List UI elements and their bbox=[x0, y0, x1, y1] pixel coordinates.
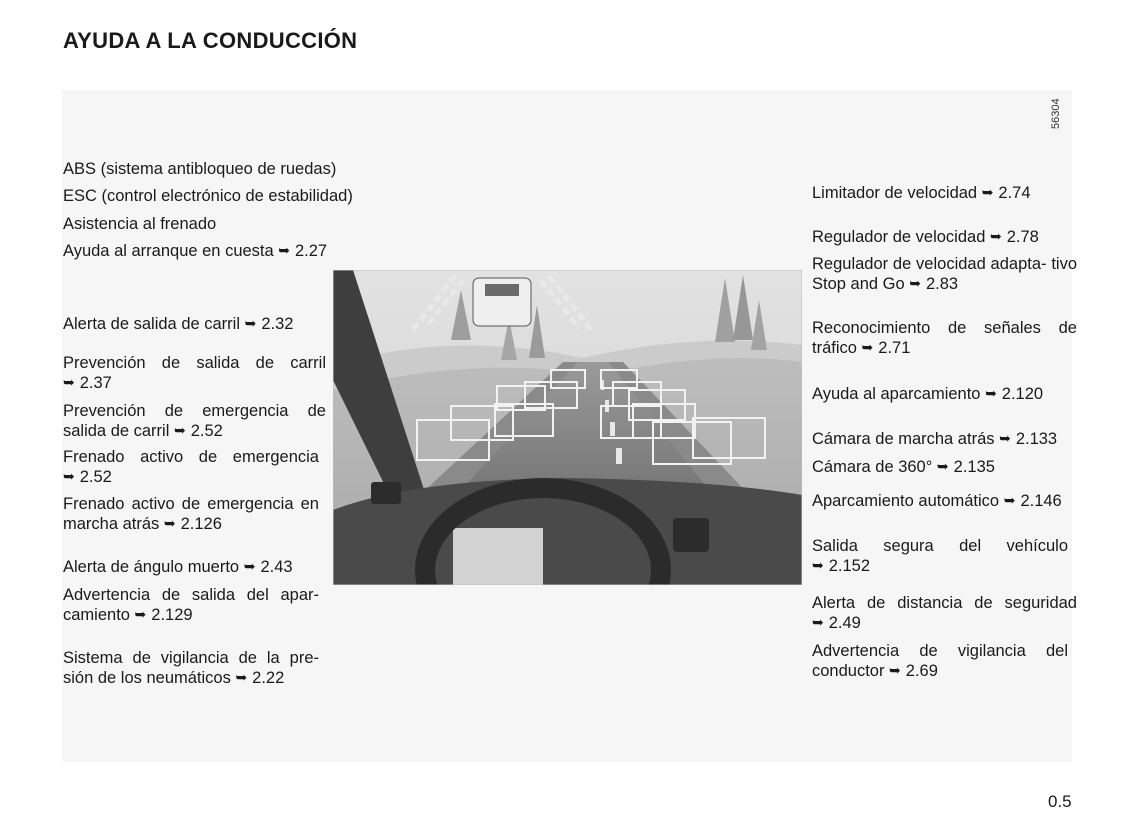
feature-360-camera: Cámara de 360° ➥ 2.135 bbox=[812, 458, 995, 476]
feature-automatic-parking: Aparcamiento automático ➥ 2.146 bbox=[812, 492, 1062, 510]
arrow-right-icon: ➥ bbox=[1003, 492, 1016, 508]
page-reference[interactable]: ➥ 2.152 bbox=[812, 557, 871, 575]
feature-brake-assist: Asistencia al frenado bbox=[63, 215, 217, 233]
page-reference[interactable]: ➥ 2.146 bbox=[1003, 492, 1062, 510]
feature-hill-start-assist: Ayuda al arranque en cuesta ➥ 2.27 bbox=[63, 242, 328, 260]
driver-assistance-illustration bbox=[333, 270, 802, 585]
feature-reverse-emergency-braking: Frenado activo de emergencia en marcha atrás ➥ 2.126 bbox=[63, 495, 319, 533]
page-reference[interactable]: ➥ 2.37 bbox=[63, 374, 112, 392]
arrow-right-icon: ➥ bbox=[243, 558, 256, 574]
page-reference[interactable]: ➥ 2.78 bbox=[989, 228, 1039, 246]
page-reference[interactable]: ➥ 2.69 bbox=[889, 662, 938, 680]
page-reference[interactable]: ➥ 2.71 bbox=[861, 339, 911, 357]
arrow-right-icon: ➥ bbox=[999, 430, 1011, 446]
page-reference[interactable]: ➥ 2.43 bbox=[243, 558, 293, 576]
arrow-right-icon: ➥ bbox=[812, 557, 824, 573]
feature-esc: ESC (control electrónico de estabilidad) bbox=[63, 187, 353, 205]
arrow-right-icon: ➥ bbox=[278, 242, 290, 258]
lane-dash bbox=[616, 448, 622, 464]
page-reference[interactable]: ➥ 2.52 bbox=[63, 468, 112, 486]
arrow-right-icon: ➥ bbox=[981, 184, 994, 200]
arrow-right-icon: ➥ bbox=[989, 228, 1002, 244]
feature-speed-limiter: Limitador de velocidad ➥ 2.74 bbox=[812, 184, 1031, 202]
page-title: AYUDA A LA CONDUCCIÓN bbox=[63, 28, 358, 53]
feature-driver-attention-warning: Advertencia de vigilancia del conductor ➥ 2.69 bbox=[812, 642, 1068, 680]
page-reference[interactable]: ➥ 2.126 bbox=[163, 515, 222, 533]
arrow-right-icon: ➥ bbox=[63, 374, 75, 390]
feature-safe-exit: Salida segura del vehículo ➥ 2.152 bbox=[812, 537, 1068, 575]
lane-dash bbox=[610, 422, 615, 436]
page-reference[interactable]: ➥ 2.74 bbox=[981, 184, 1031, 202]
page-reference[interactable]: ➥ 2.49 bbox=[812, 614, 861, 632]
page-reference[interactable]: ➥ 2.32 bbox=[244, 315, 294, 333]
page-reference[interactable]: ➥ 2.120 bbox=[985, 385, 1044, 403]
feature-traffic-sign-recognition: Reconocimiento de señales de tráfico ➥ 2.71 bbox=[812, 319, 1077, 357]
arrow-right-icon: ➥ bbox=[909, 275, 921, 291]
page-reference[interactable]: ➥ 2.133 bbox=[999, 430, 1058, 448]
arrow-right-icon: ➥ bbox=[861, 339, 874, 355]
arrow-right-icon: ➥ bbox=[244, 315, 257, 331]
arrow-right-icon: ➥ bbox=[235, 669, 248, 685]
page-reference[interactable]: ➥ 2.83 bbox=[909, 275, 959, 293]
arrow-right-icon: ➥ bbox=[163, 515, 176, 531]
feature-adaptive-cruise-control: Regulador de velocidad adapta- tivo Stop and Go ➥ 2.83 bbox=[812, 255, 1077, 293]
feature-parking-exit-warning: Advertencia de salida del apar- camiento ➥ 2.129 bbox=[63, 586, 319, 624]
arrow-right-icon: ➥ bbox=[985, 385, 997, 401]
feature-cruise-control: Regulador de velocidad ➥ 2.78 bbox=[812, 228, 1039, 246]
feature-tire-pressure-monitoring: Sistema de vigilancia de la pre- sión de los neumáticos ➥ 2.22 bbox=[63, 649, 319, 687]
instrument-display bbox=[453, 528, 543, 585]
feature-abs: ABS (sistema antibloqueo de ruedas) bbox=[63, 160, 337, 178]
arrow-right-icon: ➥ bbox=[173, 422, 186, 438]
page-reference[interactable]: ➥ 2.27 bbox=[278, 242, 328, 260]
feature-safety-distance-warning: Alerta de distancia de seguridad ➥ 2.49 bbox=[812, 594, 1077, 632]
feature-rear-camera: Cámara de marcha atrás ➥ 2.133 bbox=[812, 430, 1058, 448]
page-number: 0.5 bbox=[1048, 792, 1072, 811]
page-reference[interactable]: ➥ 2.135 bbox=[936, 458, 995, 476]
page-reference[interactable]: ➥ 2.22 bbox=[235, 669, 285, 687]
feature-parking-assist: Ayuda al aparcamiento ➥ 2.120 bbox=[812, 385, 1044, 403]
arrow-right-icon: ➥ bbox=[936, 458, 949, 474]
page-reference[interactable]: ➥ 2.129 bbox=[134, 606, 193, 624]
windshield-view-drawing bbox=[333, 270, 802, 585]
arrow-right-icon: ➥ bbox=[63, 468, 75, 484]
feature-lane-departure-warning: Alerta de salida de carril ➥ 2.32 bbox=[63, 315, 294, 333]
arrow-right-icon: ➥ bbox=[134, 606, 147, 622]
feature-emergency-lane-keeping: Prevención de emergencia de salida de carril ➥ 2.52 bbox=[63, 402, 326, 440]
figure-reference-code: 56304 bbox=[1050, 98, 1062, 130]
feature-active-emergency-braking: Frenado activo de emergencia ➥ 2.52 bbox=[63, 448, 319, 486]
page-reference[interactable]: ➥ 2.52 bbox=[173, 422, 223, 440]
feature-blind-spot-warning: Alerta de ángulo muerto ➥ 2.43 bbox=[63, 558, 293, 576]
arrow-right-icon: ➥ bbox=[889, 662, 901, 678]
arrow-right-icon: ➥ bbox=[812, 614, 824, 630]
feature-lane-departure-prevention: Prevención de salida de carril ➥ 2.37 bbox=[63, 354, 326, 392]
